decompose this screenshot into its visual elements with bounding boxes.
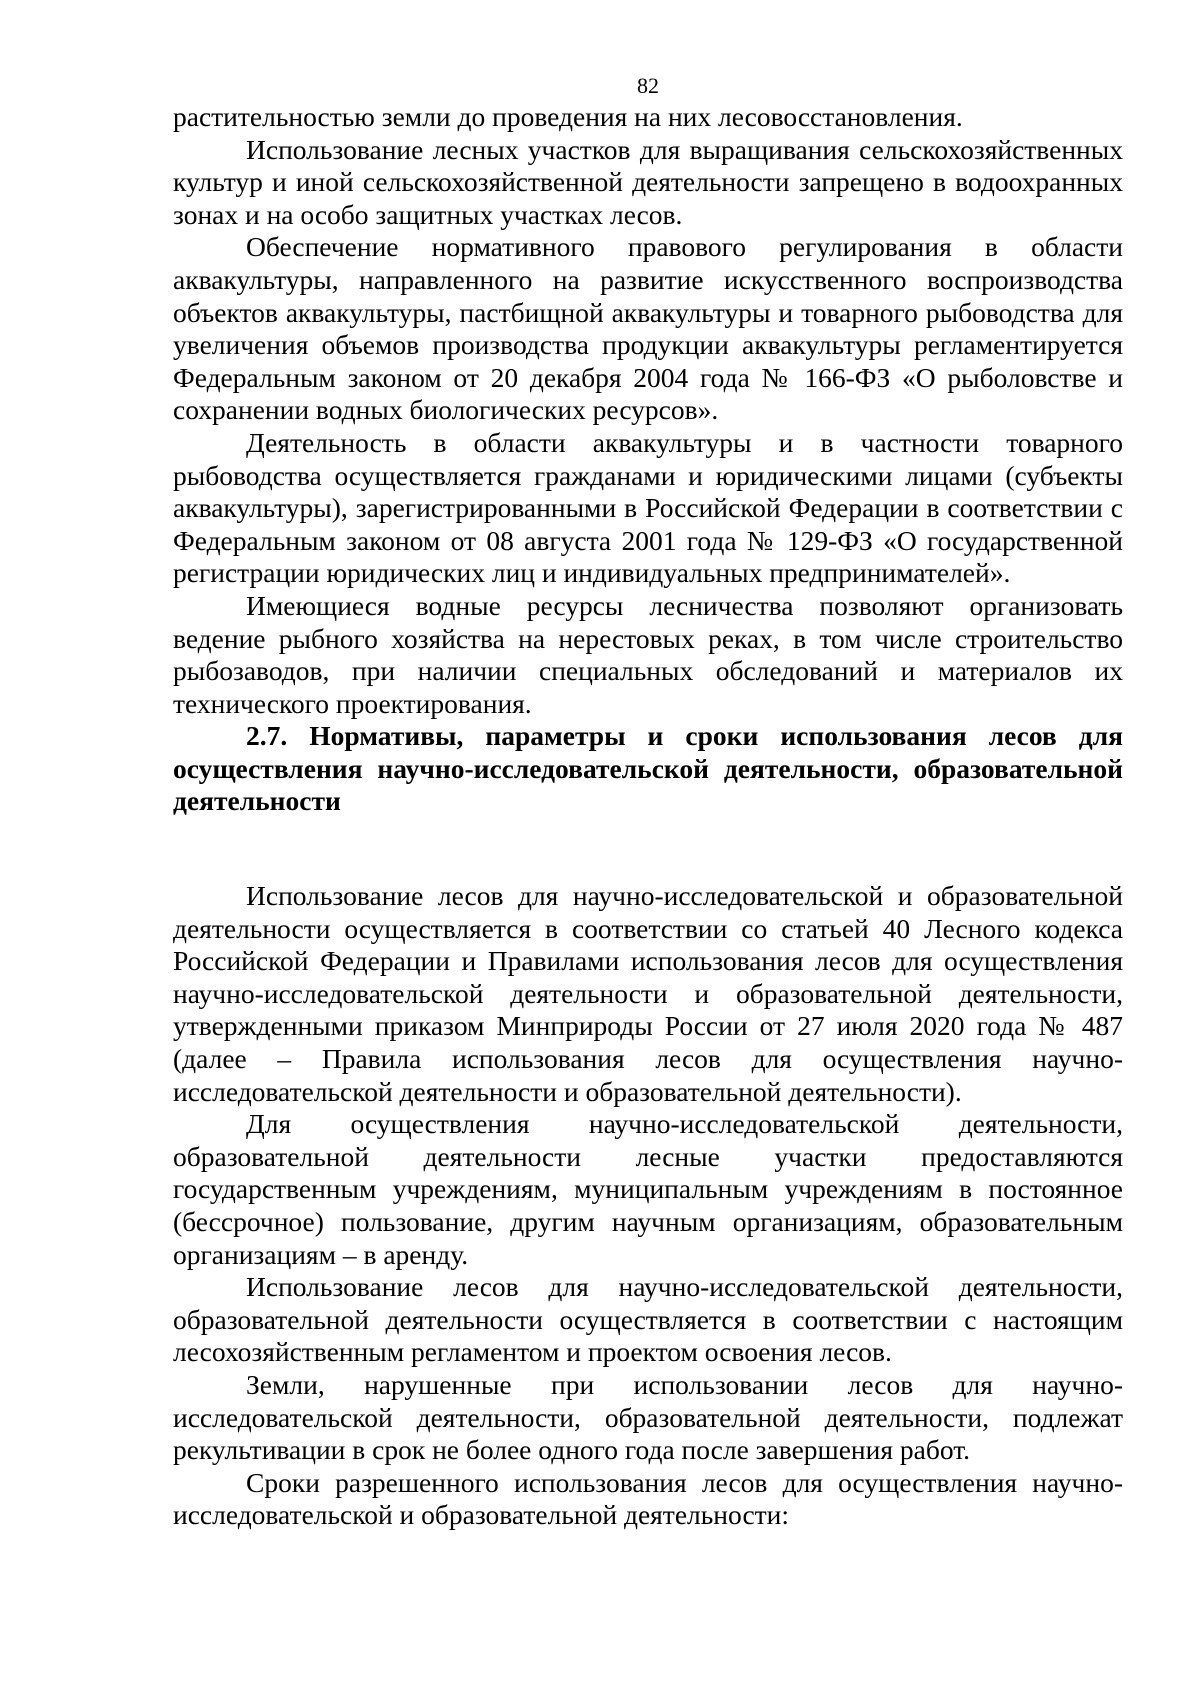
paragraph: Для осуществления научно-исследовательской деятельности, образовательной деятельности лесные участки предоставляются государственным учреждениям, муниципальным учреждениям в постоянное (бессрочное) пользование, другим научным организациям, образовательным организациям – в аренду. xyxy=(173,1108,1123,1270)
paragraph: Использование лесов для научно-исследовательской деятельности, образовательной деятельности осуществляется в соответствии с настоящим лесохозяйственным регламентом и проектом освоения лесов. xyxy=(173,1271,1123,1368)
paragraph: Обеспечение нормативного правового регулирования в области аквакультуры, направленного на развитие искусственного воспроизводства объектов аквакультуры, пастбищной аквакультуры и товарного рыбоводства для увеличения объемов производства продукции аквакультуры регламентируется Федеральным законом от 20 декабря 2004 года № 166-ФЗ «О рыболовстве и сохранении водных биологических ресурсов». xyxy=(173,231,1123,426)
paragraph: Сроки разрешенного использования лесов для осуществления научно-исследовательской и образовательной деятельности: xyxy=(173,1466,1123,1531)
paragraph: Земли, нарушенные при использовании лесов для научно-исследовательской деятельности, образовательной деятельности, подлежат рекультивации в срок не более одного года после завершения работ. xyxy=(173,1368,1123,1466)
paragraph: Использование лесов для научно-исследовательской и образовательной деятельности осуществляется в соответствии со статьей 40 Лесного кодекса Российской Федерации и Правилами использования лесов для осуществления научно-исследовательской деятельности и образовательной деятельности, утвержденными приказом Минприроды России от 27 июля 2020 года № 487 (далее – Правила использования лесов для осуществления научно-исследовательской деятельности и образовательной деятельности). xyxy=(173,880,1123,1107)
paragraph-continued: растительностью земли до проведения на них лесовосстановления. xyxy=(173,101,963,132)
document-page xyxy=(173,0,1123,1697)
document-body xyxy=(173,101,1123,1532)
paragraph: Использование лесных участков для выращивания сельскохозяйственных культур и иной сельскохозяйственной деятельности запрещено в водоохранных зонах и на особо защитных участках лесов. xyxy=(173,133,1123,230)
page-number: 82 xyxy=(637,73,659,98)
paragraph: Имеющиеся водные ресурсы лесничества позволяют организовать ведение рыбного хозяйства на нерестовых реках, в том числе строительство рыбозаводов, при наличии специальных обследований и материалов их технического проектирования. xyxy=(173,589,1123,719)
section-heading: 2.7. Нормативы, параметры и сроки использования лесов для осуществления научно-исследовательской деятельности, образовательной деятельности xyxy=(173,720,1123,817)
paragraph: Деятельность в области аквакультуры и в частности товарного рыбоводства осуществляется гражданами и юридическими лицами (субъекты аквакультуры), зарегистрированными в Российской Федерации в соответствии с Федеральным законом от 08 августа 2001 года № 129-ФЗ «О государственной регистрации юридических лиц и индивидуальных предпринимателей». xyxy=(173,426,1123,589)
